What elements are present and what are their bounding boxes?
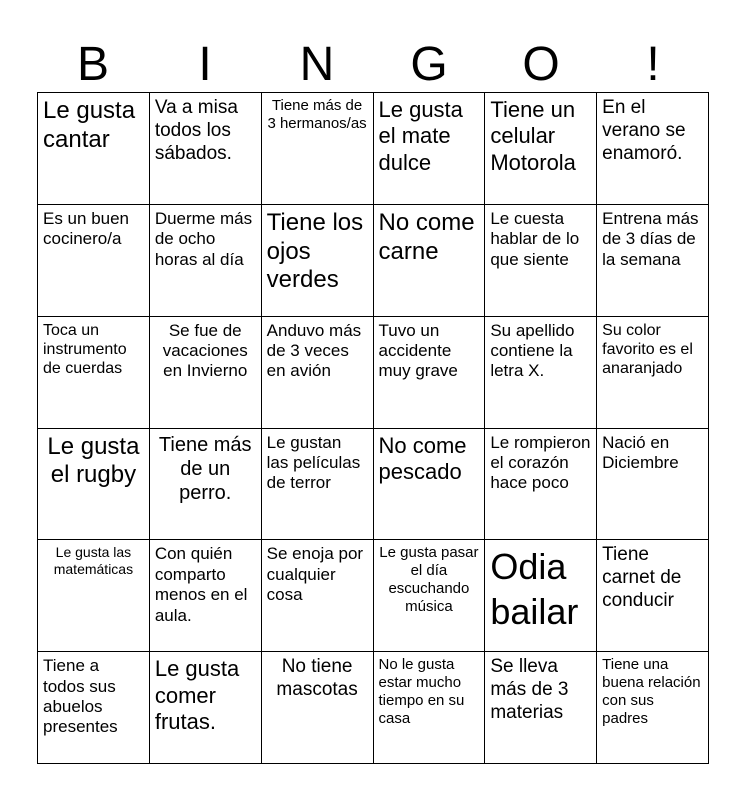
bingo-cell[interactable]: [262, 429, 374, 541]
bingo-cell[interactable]: [374, 205, 486, 317]
cell-text: No come carne: [378, 208, 475, 265]
bingo-cell[interactable]: [485, 317, 597, 429]
bingo-cell[interactable]: [374, 429, 486, 541]
cell-text: Se enoja por cualquier cosa: [266, 544, 364, 605]
cell-text: Tiene un celular Motorola: [490, 97, 576, 175]
bingo-cell[interactable]: [374, 540, 486, 652]
bingo-card-grid: [37, 92, 709, 764]
cell-text: Le gusta cantar: [43, 97, 136, 153]
bingo-title: [37, 36, 709, 92]
cell-text: Se fue de vacaciones en Invierno: [162, 320, 248, 381]
bingo-cell[interactable]: [38, 317, 150, 429]
cell-text: Le gusta comer frutas.: [154, 656, 240, 734]
cell-text: Tiene los ojos verdes: [266, 208, 364, 294]
bingo-cell[interactable]: [262, 205, 374, 317]
cell-text: Tiene una buena relación con sus padres: [602, 656, 701, 728]
bingo-cell[interactable]: [150, 429, 262, 541]
bingo-cell[interactable]: [374, 93, 486, 205]
bingo-cell[interactable]: [150, 540, 262, 652]
cell-text: Le gusta pasar el día escuchando música: [379, 544, 479, 616]
cell-text: Duerme más de ocho horas al día: [154, 208, 253, 269]
cell-text: Le rompieron el corazón hace poco: [490, 432, 591, 493]
title-letter-g: G: [410, 38, 448, 91]
bingo-cell[interactable]: [597, 317, 709, 429]
cell-text: Con quién comparto menos en el aula.: [154, 544, 248, 625]
cell-text: Le gusta las matemáticas: [53, 544, 134, 578]
cell-text: Le cuesta hablar de lo que siente: [490, 208, 580, 269]
bingo-cell[interactable]: [262, 540, 374, 652]
cell-text: Le gustan las películas de terror: [266, 432, 361, 493]
cell-text: No come pescado: [378, 432, 467, 484]
bingo-cell[interactable]: [262, 317, 374, 429]
bingo-cell[interactable]: [150, 93, 262, 205]
cell-text: Su apellido contiene la letra X.: [490, 320, 575, 381]
bingo-cell[interactable]: [485, 540, 597, 652]
cell-text: Entrena más de 3 días de la semana: [602, 208, 699, 269]
cell-text: Le gusta el mate dulce: [378, 97, 463, 175]
bingo-cell[interactable]: [597, 93, 709, 205]
title-letter-i: I: [198, 38, 212, 91]
cell-text: En el verano se enamoró.: [602, 97, 686, 164]
cell-text: No le gusta estar mucho tiempo en su casa: [378, 656, 465, 728]
bingo-cell[interactable]: [485, 205, 597, 317]
bingo-cell[interactable]: [38, 652, 150, 764]
title-letter-o: O: [522, 38, 560, 91]
cell-text: Tiene más de 3 hermanos/as: [267, 97, 367, 132]
cell-text: Es un buen cocinero/a: [43, 208, 130, 249]
title-letter-n: N: [299, 38, 335, 91]
cell-text: Va a misa todos los sábados.: [154, 97, 238, 164]
bingo-cell[interactable]: [38, 93, 150, 205]
bingo-cell[interactable]: [374, 652, 486, 764]
bingo-cell[interactable]: [597, 429, 709, 541]
cell-text: Tiene carnet de conducir: [602, 544, 682, 611]
bingo-cell[interactable]: [262, 93, 374, 205]
title-letter-exclamation: !: [646, 38, 660, 91]
bingo-cell[interactable]: [38, 205, 150, 317]
bingo-cell[interactable]: [597, 205, 709, 317]
bingo-cell[interactable]: [597, 652, 709, 764]
bingo-cell[interactable]: [485, 429, 597, 541]
bingo-cell[interactable]: [374, 317, 486, 429]
bingo-cell[interactable]: [597, 540, 709, 652]
cell-text: Le gusta el rugby: [47, 432, 140, 489]
cell-text: Tiene a todos sus abuelos presentes: [43, 656, 118, 737]
cell-text: Nació en Diciembre: [602, 432, 679, 472]
bingo-cell[interactable]: [38, 429, 150, 541]
cell-text: Anduvo más de 3 veces en avión: [266, 320, 362, 381]
cell-text: Odia bailar: [490, 546, 579, 633]
cell-text: Tiene más de un perro.: [158, 433, 252, 504]
bingo-cell[interactable]: [150, 205, 262, 317]
cell-text: Se lleva más de 3 materias: [490, 656, 569, 723]
cell-text: Tuvo un accidente muy grave: [378, 320, 458, 381]
cell-text: No tiene mascotas: [276, 656, 358, 700]
bingo-cell[interactable]: [485, 652, 597, 764]
bingo-cell[interactable]: [485, 93, 597, 205]
bingo-cell[interactable]: [38, 540, 150, 652]
bingo-cell[interactable]: [150, 317, 262, 429]
bingo-cell[interactable]: [150, 652, 262, 764]
cell-text: Su color favorito es el anaranjado: [602, 321, 693, 378]
cell-text: Toca un instrumento de cuerdas: [43, 321, 127, 378]
title-letter-b: B: [76, 38, 109, 91]
bingo-cell[interactable]: [262, 652, 374, 764]
